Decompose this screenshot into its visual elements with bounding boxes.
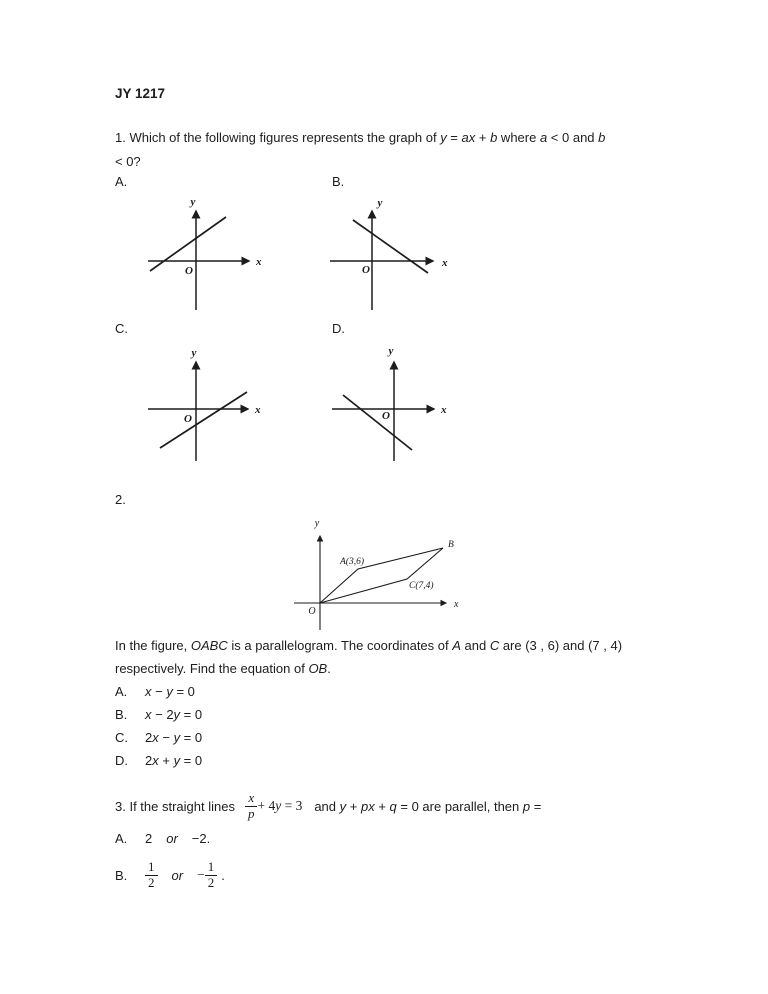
q2-option-d: D. 2x + y = 0 <box>115 753 203 768</box>
q3-text <box>115 786 541 826</box>
fraction-x-over-p: $\frac{x}{p}$ <box>245 791 258 822</box>
y-axis-label: y <box>190 196 196 208</box>
or-word: or <box>166 831 178 846</box>
q1-option-c-label: C. <box>115 321 128 336</box>
parallelogram-oabc <box>320 548 443 603</box>
x-axis-label: x <box>454 599 459 610</box>
equation: x − y = 0 <box>145 684 195 699</box>
q3-condition: and y + px + q = 0 are parallel, then p = <box>314 798 542 814</box>
x-axis-label: x <box>442 257 448 269</box>
equation: 2x − y = 0 <box>145 730 203 745</box>
or-word: or <box>171 867 184 883</box>
q2-text <box>115 634 685 680</box>
doc-code: JY 1217 <box>115 86 166 101</box>
graph-line <box>160 392 247 448</box>
point-a-label: A(3,6) <box>339 557 364 567</box>
y-axis-label: y <box>191 347 197 359</box>
q3-option-a: A. 2 or −2. <box>115 831 211 846</box>
q1-figure-a <box>145 195 273 313</box>
graph-line <box>343 395 412 450</box>
negative-one-half <box>197 860 217 891</box>
q2-number: 2. <box>115 492 126 507</box>
q2-figure-parallelogram <box>286 510 471 634</box>
x-axis-label: x <box>441 404 447 416</box>
origin-label: O <box>382 410 390 422</box>
equation: 2x + y = 0 <box>145 753 203 768</box>
origin-label: O <box>308 606 316 617</box>
q1-option-b-label: B. <box>332 174 345 189</box>
minus-sign: − <box>197 867 205 882</box>
q1-text <box>115 126 675 174</box>
q3-serif-equation: + 4y = 3 <box>257 798 303 813</box>
point-c-label: C(7,4) <box>409 581 434 591</box>
q1-option-a-label: A. <box>115 174 128 189</box>
x-axis-label: x <box>256 256 262 268</box>
period: . <box>221 867 225 883</box>
q1-figure-b <box>325 195 453 313</box>
q1-figure-c <box>145 341 273 463</box>
q3-intro: 3. If the straight lines <box>115 798 235 814</box>
q1-figure-d <box>325 341 453 463</box>
fraction-one-half: $\frac{1}{2}$ <box>145 860 158 891</box>
q2-option-c: C. 2x − y = 0 <box>115 730 203 745</box>
x-axis-label: x <box>255 404 261 416</box>
origin-label: O <box>185 265 193 277</box>
fraction-one-half-2: $\frac{1}{2}$ <box>205 860 218 891</box>
q1-option-d-label: D. <box>332 321 345 336</box>
q2-option-b: B. x − 2y = 0 <box>115 707 203 722</box>
q1-line1: 1. Which of the following figures represents the graph of y = ax + b where a < 0 and b <box>115 130 606 145</box>
point-b-label: B <box>448 540 454 550</box>
value-2: −2. <box>191 831 211 846</box>
origin-label: O <box>184 413 192 425</box>
y-axis-label: y <box>388 345 394 357</box>
origin-label: O <box>362 264 370 276</box>
graph-line <box>150 217 226 271</box>
y-axis-label: y <box>314 518 320 529</box>
equation: x − 2y = 0 <box>145 707 203 722</box>
q2-line1: In the figure, OABC is a parallelogram. The coordinates of A and C are (3 , 6) and (7 , 4) <box>115 638 623 653</box>
q2-line2: respectively. Find the equation of OB. <box>115 661 331 676</box>
q3-option-b: B. $\frac{1}{2}$ or − $\frac{1}{2}$ . <box>115 858 225 890</box>
q1-line2: < 0? <box>115 154 141 169</box>
q2-option-a: A. x − y = 0 <box>115 684 195 699</box>
y-axis-label: y <box>377 197 383 209</box>
value-1: 2 <box>145 831 153 846</box>
